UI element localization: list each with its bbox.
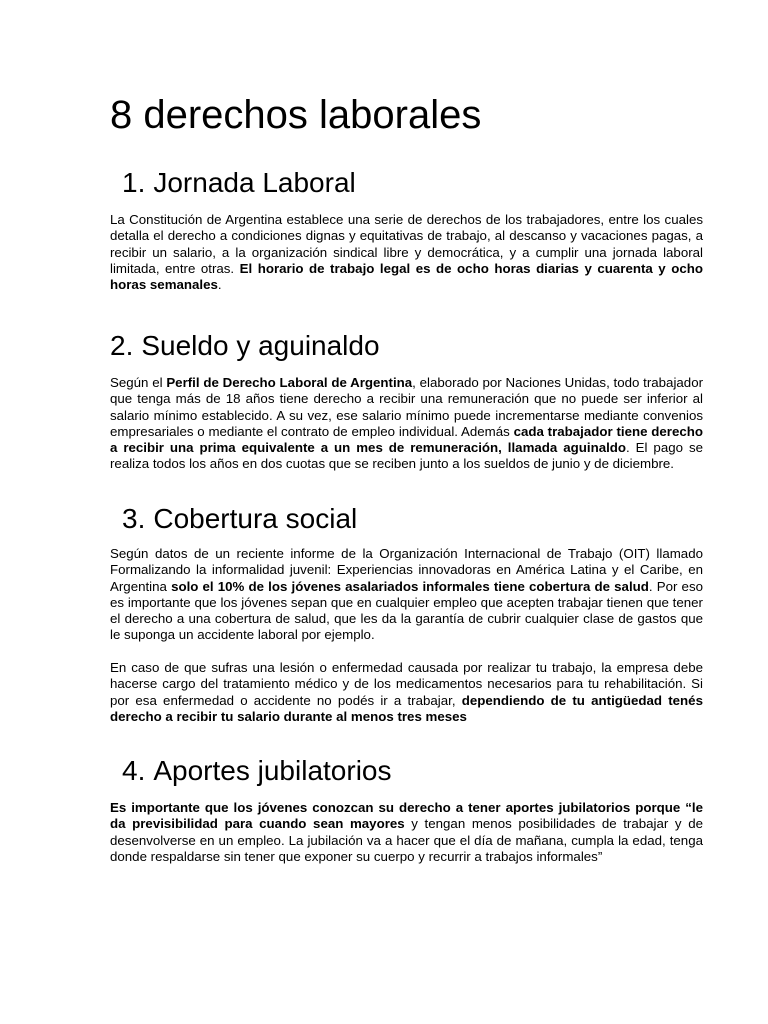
bold-text-run: cada trabajador tiene derecho a recibir una prima equivalente a un mes de remuneración, llamada aguinaldo [110,423,703,456]
text-run: . [217,277,222,293]
section-1-paragraph [110,212,703,293]
section-title: Jornada Laboral [153,167,356,198]
section-number: 1. [122,167,146,198]
section-3-paragraph-1 [110,546,703,644]
section-number: 3. [122,503,146,534]
bold-text-run: El horario de trabajo legal es de ocho horas diarias y cuarenta y ocho horas semanales [110,260,703,293]
section-3-heading [122,503,357,535]
section-title: Sueldo y aguinaldo [141,330,380,361]
section-2-heading [110,330,380,362]
section-4-heading [122,755,391,787]
section-4-paragraph [110,800,703,865]
bold-text-run: Es importante que los jóvenes conozcan su derecho a tener aportes jubilatorios porque “le da previsibilidad para cuando sean mayores [110,800,703,832]
text-run: En caso de que sufras una lesión o enfermedad causada por realizar tu trabajo, la empresa debe hacerse cargo del tratamiento médico y de los medicamentos necesarios para tu rehabilitación. Si por esa enfermedad o accidente no podés ir a trabajar, [110,660,703,708]
document-title: 8 derechos laborales [110,93,482,137]
text-run: . El pago se realiza todos los años en dos cuotas que se reciben junto a los sueldos de junio y de diciembre. [110,440,703,472]
section-2-paragraph [110,375,703,473]
text-run: Según datos de un reciente informe de la Organización Internacional de Trabajo (OIT) llamado Formalizando la informalidad juvenil: Experiencias innovadoras en América Latina y el Caribe, en Argentina [110,546,703,594]
text-run: . Por eso es importante que los jóvenes sepan que en cualquier empleo que acepten trabajar tienen que tener el derecho a una cobertura de salud, que les da la garantía de cubrir cualquier clase de gastos que le suponga un accidente laboral por ejemplo. [110,578,703,643]
section-title: Aportes jubilatorios [153,755,392,786]
bold-text-run: Perfil de Derecho Laboral de Argentina [166,375,413,390]
section-title: Cobertura social [153,503,358,534]
section-number: 4. [122,755,146,786]
text-run: La Constitución de Argentina establece una serie de derechos de los trabajadores, entre los cuales detalla el derecho a condiciones dignas y equitativas de trabajo, al descanso y vacaciones pagas, a recibir un salario, a la organización sindical libre y democrática, y a cumplir una jornada laboral limitada, entre otras. [110,212,703,276]
text-run: y tengan menos posibilidades de trabajar y de desenvolverse en un empleo. La jubilación va a hacer que el día de mañana, cumpla la edad, tenga donde respaldarse sin tener que exponer su cuerpo y recurrir a trabajos informales” [110,816,703,864]
text-run: Según el [110,375,167,390]
text-run: , elaborado por Naciones Unidas, todo trabajador que tenga más de 18 años tiene derecho a recibir una remuneración que no puede ser inferior al salario mínimo establecido. A su vez, ese salario mínimo puede incrementarse mediante convenios empresariales o mediante el contrato de empleo individual. Además [110,375,704,439]
section-number: 2. [110,330,134,361]
bold-text-run: dependiendo de tu antigüedad tenés derecho a recibir tu salario durante al menos tres meses [110,692,703,724]
section-1-heading [122,167,356,199]
section-3-paragraph-2 [110,660,703,725]
bold-text-run: solo el 10% de los jóvenes asalariados informales tiene cobertura de salud [171,578,649,594]
